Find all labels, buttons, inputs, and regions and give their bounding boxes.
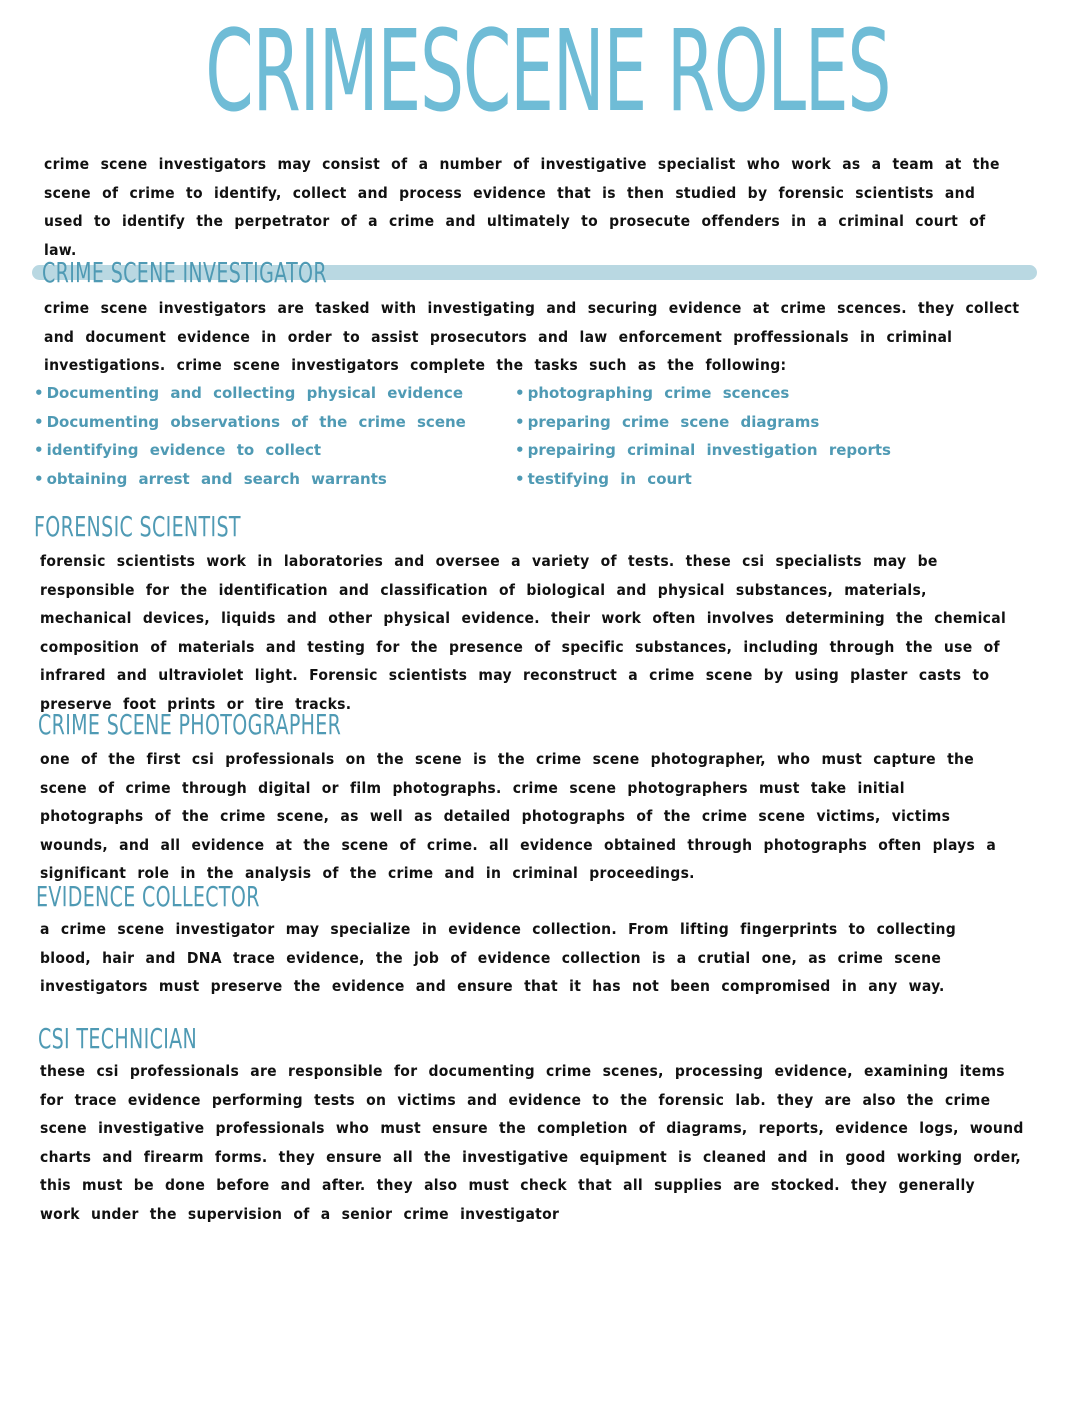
heading-csi-technician: CSI TECHNICIAN xyxy=(38,1022,198,1055)
list-item: • Documenting and collecting physical evidence xyxy=(34,379,466,408)
list-item: • prepairing criminal investigation reports xyxy=(515,436,891,465)
heading-crime-scene-investigator: CRIME SCENE INVESTIGATOR xyxy=(42,256,327,289)
list-item: • photographing crime scences xyxy=(515,379,891,408)
list-item: • Documenting observations of the crime scene xyxy=(34,408,466,437)
heading-forensic-scientist: FORENSIC SCIENTIST xyxy=(34,510,241,543)
list-item: • identifying evidence to collect xyxy=(34,436,466,465)
heading-evidence-collector: EVIDENCE COLLECTOR xyxy=(36,880,260,913)
paragraph-evidence-collector: a crime scene investigator may specialize in evidence collection. From lifting fingerprints to collecting blood, hair and DNA trace evidence, the job of evidence collection is a crutial one, as crime scene investigators must preserve the evidence and ensure that it has not been compromised in any way. xyxy=(40,920,957,995)
page-title: CRIMESCENE ROLES xyxy=(205,7,891,137)
list-item: • preparing crime scene diagrams xyxy=(515,408,891,437)
paragraph-csi-technician: these csi professionals are responsible for documenting crime scenes, processing evidence, examining items for trace evidence performing tests on victims and evidence to the forensic lab. they are also the crime scene investigative professionals who must ensure the completion of diagrams, reports, evidence logs, wound charts and firearm forms. they ensure all the investigative equipment is cleaned and in good working order, this must be done before and after. they also must check that all supplies are stocked. they generally work under the supervision of a senior crime investigator xyxy=(40,1062,1024,1223)
list-item: • obtaining arrest and search warrants xyxy=(34,465,466,494)
intro-paragraph: crime scene investigators may consist of a number of investigative specialist who work as a team at the scene of crime to identify, collect and process evidence that is then studied by forensic scientists and used to identify the perpetrator of a crime and ultimately to prosecute offenders in a criminal court of law. xyxy=(44,155,1000,259)
paragraph-crime-scene-photographer: one of the first csi professionals on the scene is the crime scene photographer, who must capture the scene of crime through digital or film photographs. crime scene photographers must take initial photographs of the crime scene, as well as detailed photographs of the crime scene victims, victims wounds, and all evidence at the scene of crime. all evidence obtained through photographs often plays a significant role in the analysis of the crime and in criminal proceedings. xyxy=(40,750,997,882)
duties-list-right xyxy=(515,379,891,493)
list-item: • testifying in court xyxy=(515,465,891,494)
duties-list-left xyxy=(34,379,466,493)
heading-crime-scene-photographer: CRIME SCENE PHOTOGRAPHER xyxy=(38,708,342,741)
paragraph-crime-scene-investigator: crime scene investigators are tasked with investigating and securing evidence at crime scences. they collect and document evidence in order to assist prosecutors and law enforcement proffessionals in criminal investigations. crime scene investigators complete the tasks such as the following: xyxy=(44,299,1020,374)
paragraph-forensic-scientist: forensic scientists work in laboratories and oversee a variety of tests. these csi specialists may be responsible for the identification and classification of biological and physical substances, materials, mechanical devices, liquids and other physical evidence. their work often involves determining the chemical composition of materials and testing for the presence of specific substances, including through the use of infrared and ultraviolet light. Forensic scientists may reconstruct a crime scene by using plaster casts to preserve foot prints or tire tracks. xyxy=(40,552,1007,713)
